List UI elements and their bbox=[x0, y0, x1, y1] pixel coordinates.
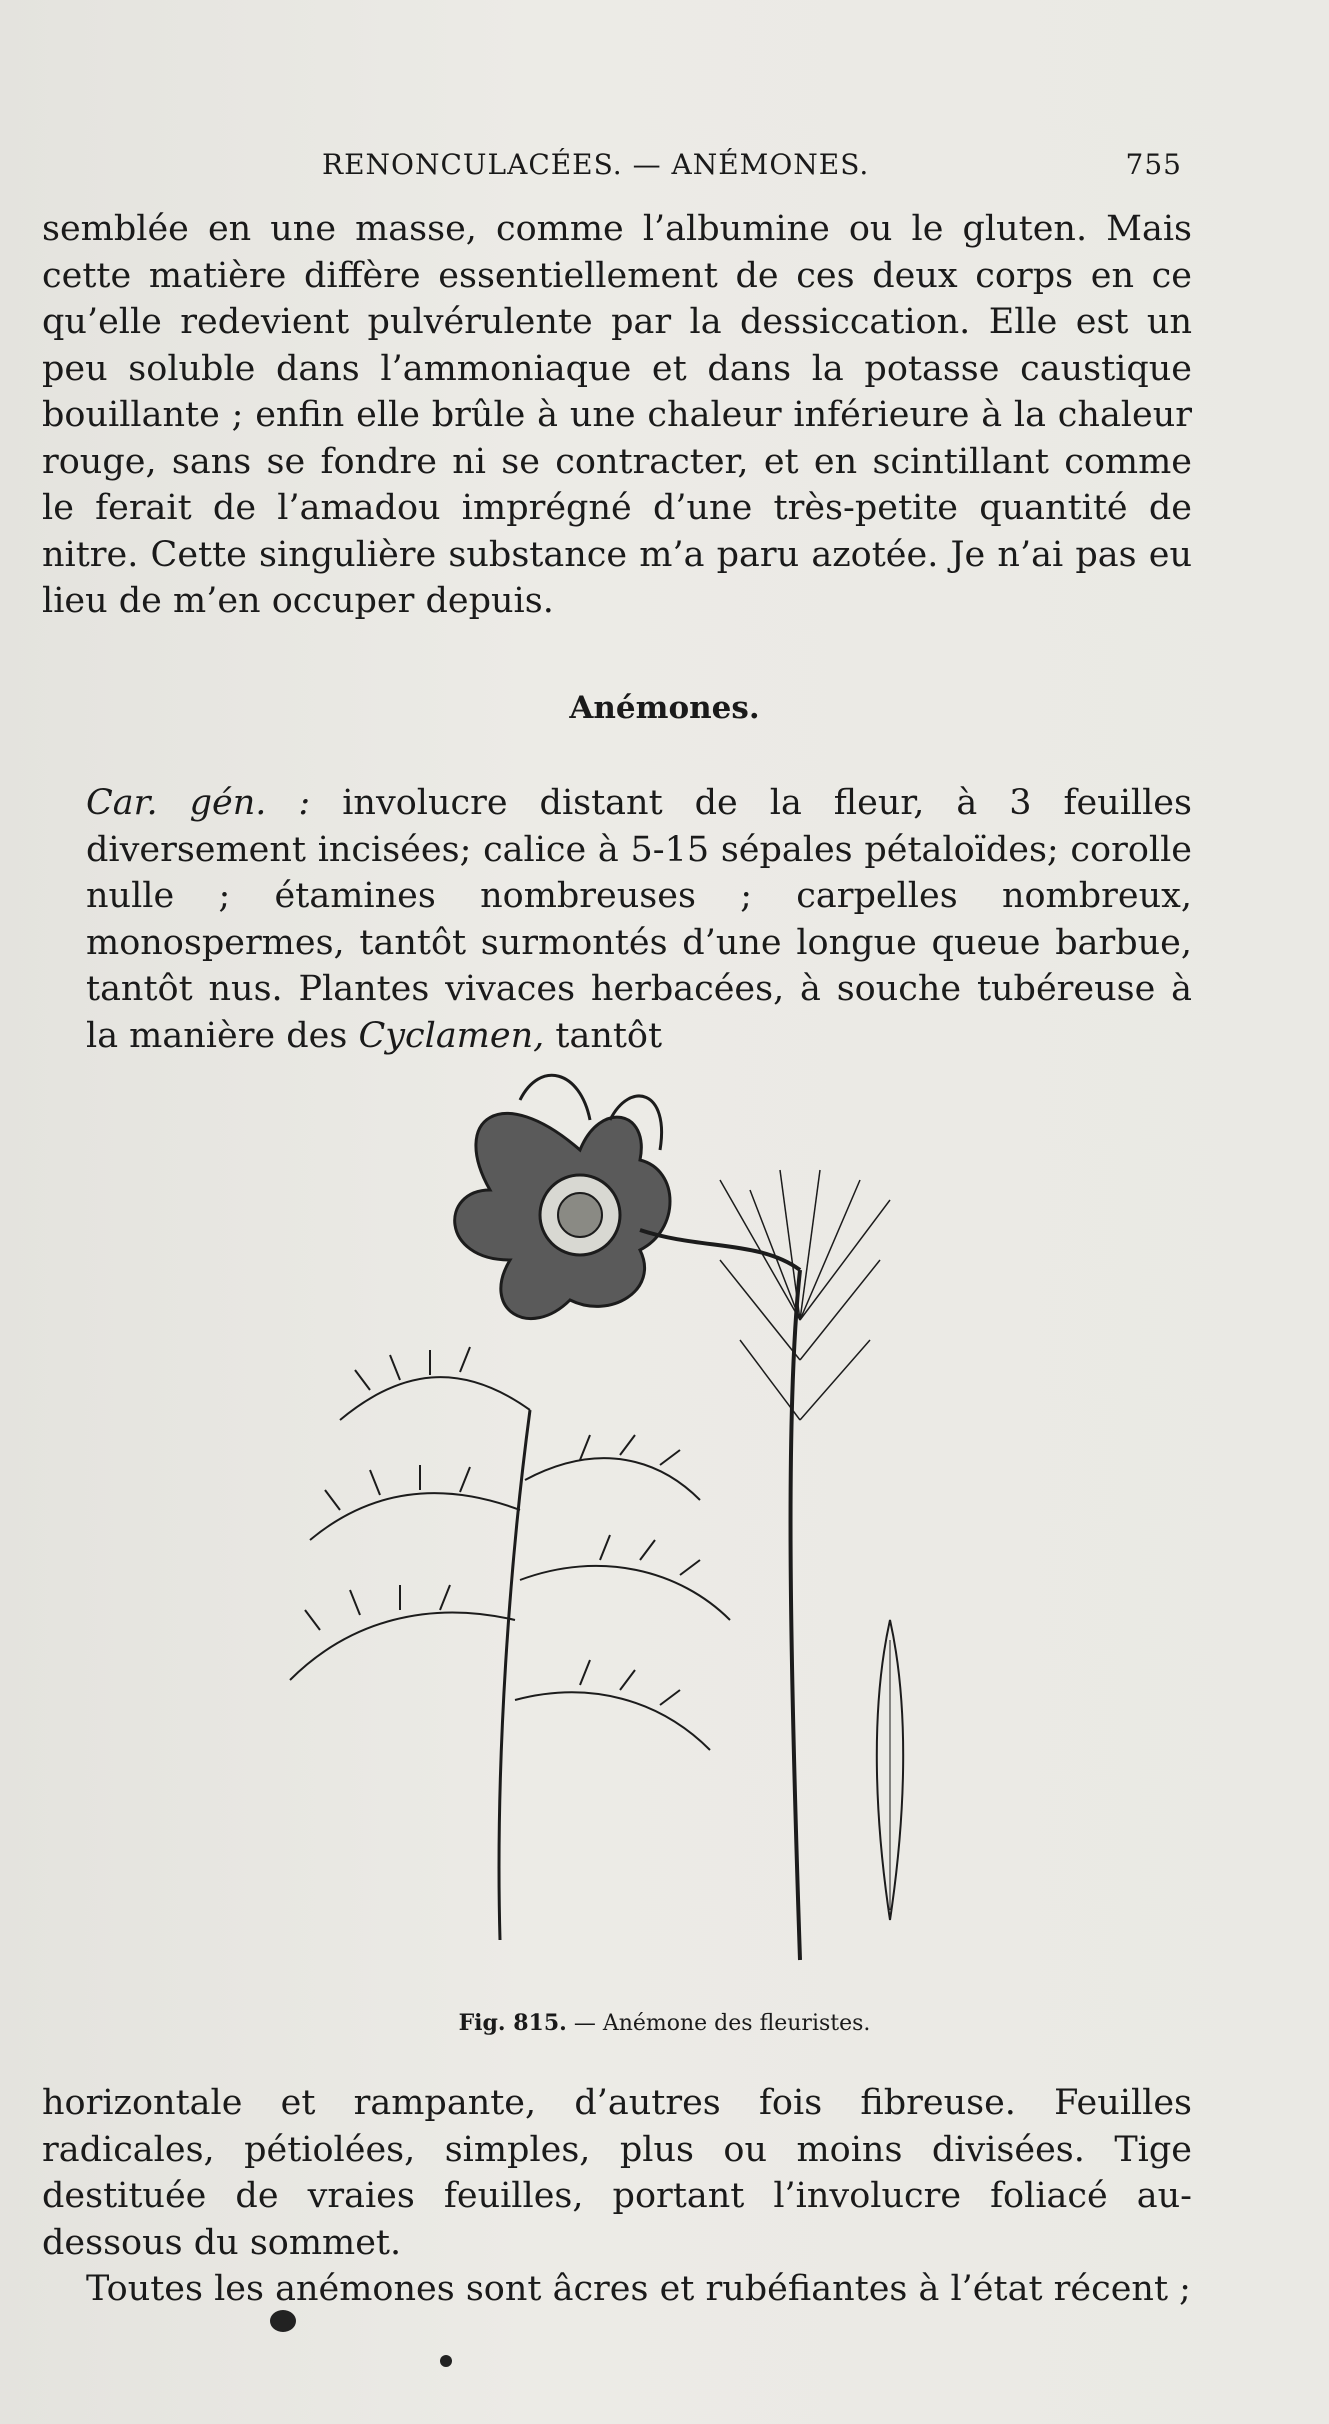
paragraph-2-text-b: tantôt bbox=[544, 1015, 663, 1056]
paragraph-2-text-a: involucre distant de la fleur, à 3 feuilles diversement incisées; calice à 5-15 sépales pétaloïdes; corolle nulle ; étamines nombreuses ; carpelles nombreux, monospermes, tantôt surmontés d’une longue queue barbue, tantôt nus. Plantes vivaces herbacées, à souche tubéreuse à la manière des bbox=[86, 783, 1192, 1056]
figure-caption-text: — Anémone des fleuristes. bbox=[566, 2011, 871, 2036]
generic-characters-paragraph bbox=[42, 780, 1192, 1059]
ink-speck bbox=[440, 2355, 452, 2367]
anemone-illustration bbox=[280, 1060, 980, 1990]
page-number: 755 bbox=[1125, 148, 1182, 181]
figure-caption bbox=[0, 2010, 1329, 2036]
involucre-drawing bbox=[720, 1170, 890, 1420]
car-gen-label: Car. gén. : bbox=[86, 783, 311, 823]
paragraph-3: horizontale et rampante, d’autres fois fibreuse. Feuilles radicales, pétiolées, simples, plus ou moins divisées. Tige destituée de vraies feuilles, portant l’involucre foliacé au-dessous du sommet. bbox=[42, 2083, 1192, 2263]
section-title: Anémones. bbox=[569, 690, 760, 726]
paragraph-1-text: semblée en une masse, comme l’albumine ou le gluten. Mais cette matière diffère essentiellement de ces deux corps en ce qu’elle redevient pulvérulente par la dessiccation. Elle est un peu soluble dans l’ammoniaque et dans la potasse caustique bouillante ; enfin elle brûle à une chaleur inférieure à la chaleur rouge, sans se fondre ni se contracter, et en scintillant comme le ferait de l’amadou imprégné d’une très-petite quantité de nitre. Cette singulière substance m’a paru azotée. Je n’ai pas eu lieu de m’en occuper depuis. bbox=[42, 209, 1192, 621]
cyclamen-italic: Cyclamen, bbox=[358, 1015, 545, 1056]
running-title: RENONCULACÉES. — ANÉMONES. bbox=[322, 148, 870, 181]
running-header bbox=[322, 148, 1182, 181]
leaves-drawing bbox=[290, 1347, 730, 1940]
ink-speck bbox=[270, 2310, 296, 2332]
flower-head-drawing bbox=[455, 1075, 800, 1318]
description-paragraphs bbox=[42, 2080, 1192, 2313]
paragraph-continuation bbox=[42, 206, 1192, 625]
figure-number: Fig. 815. bbox=[458, 2010, 567, 2036]
paragraph-2 bbox=[42, 780, 1192, 1059]
paragraph-4: Toutes les anémones sont âcres et rubéfiantes à l’état récent ; bbox=[86, 2269, 1191, 2309]
